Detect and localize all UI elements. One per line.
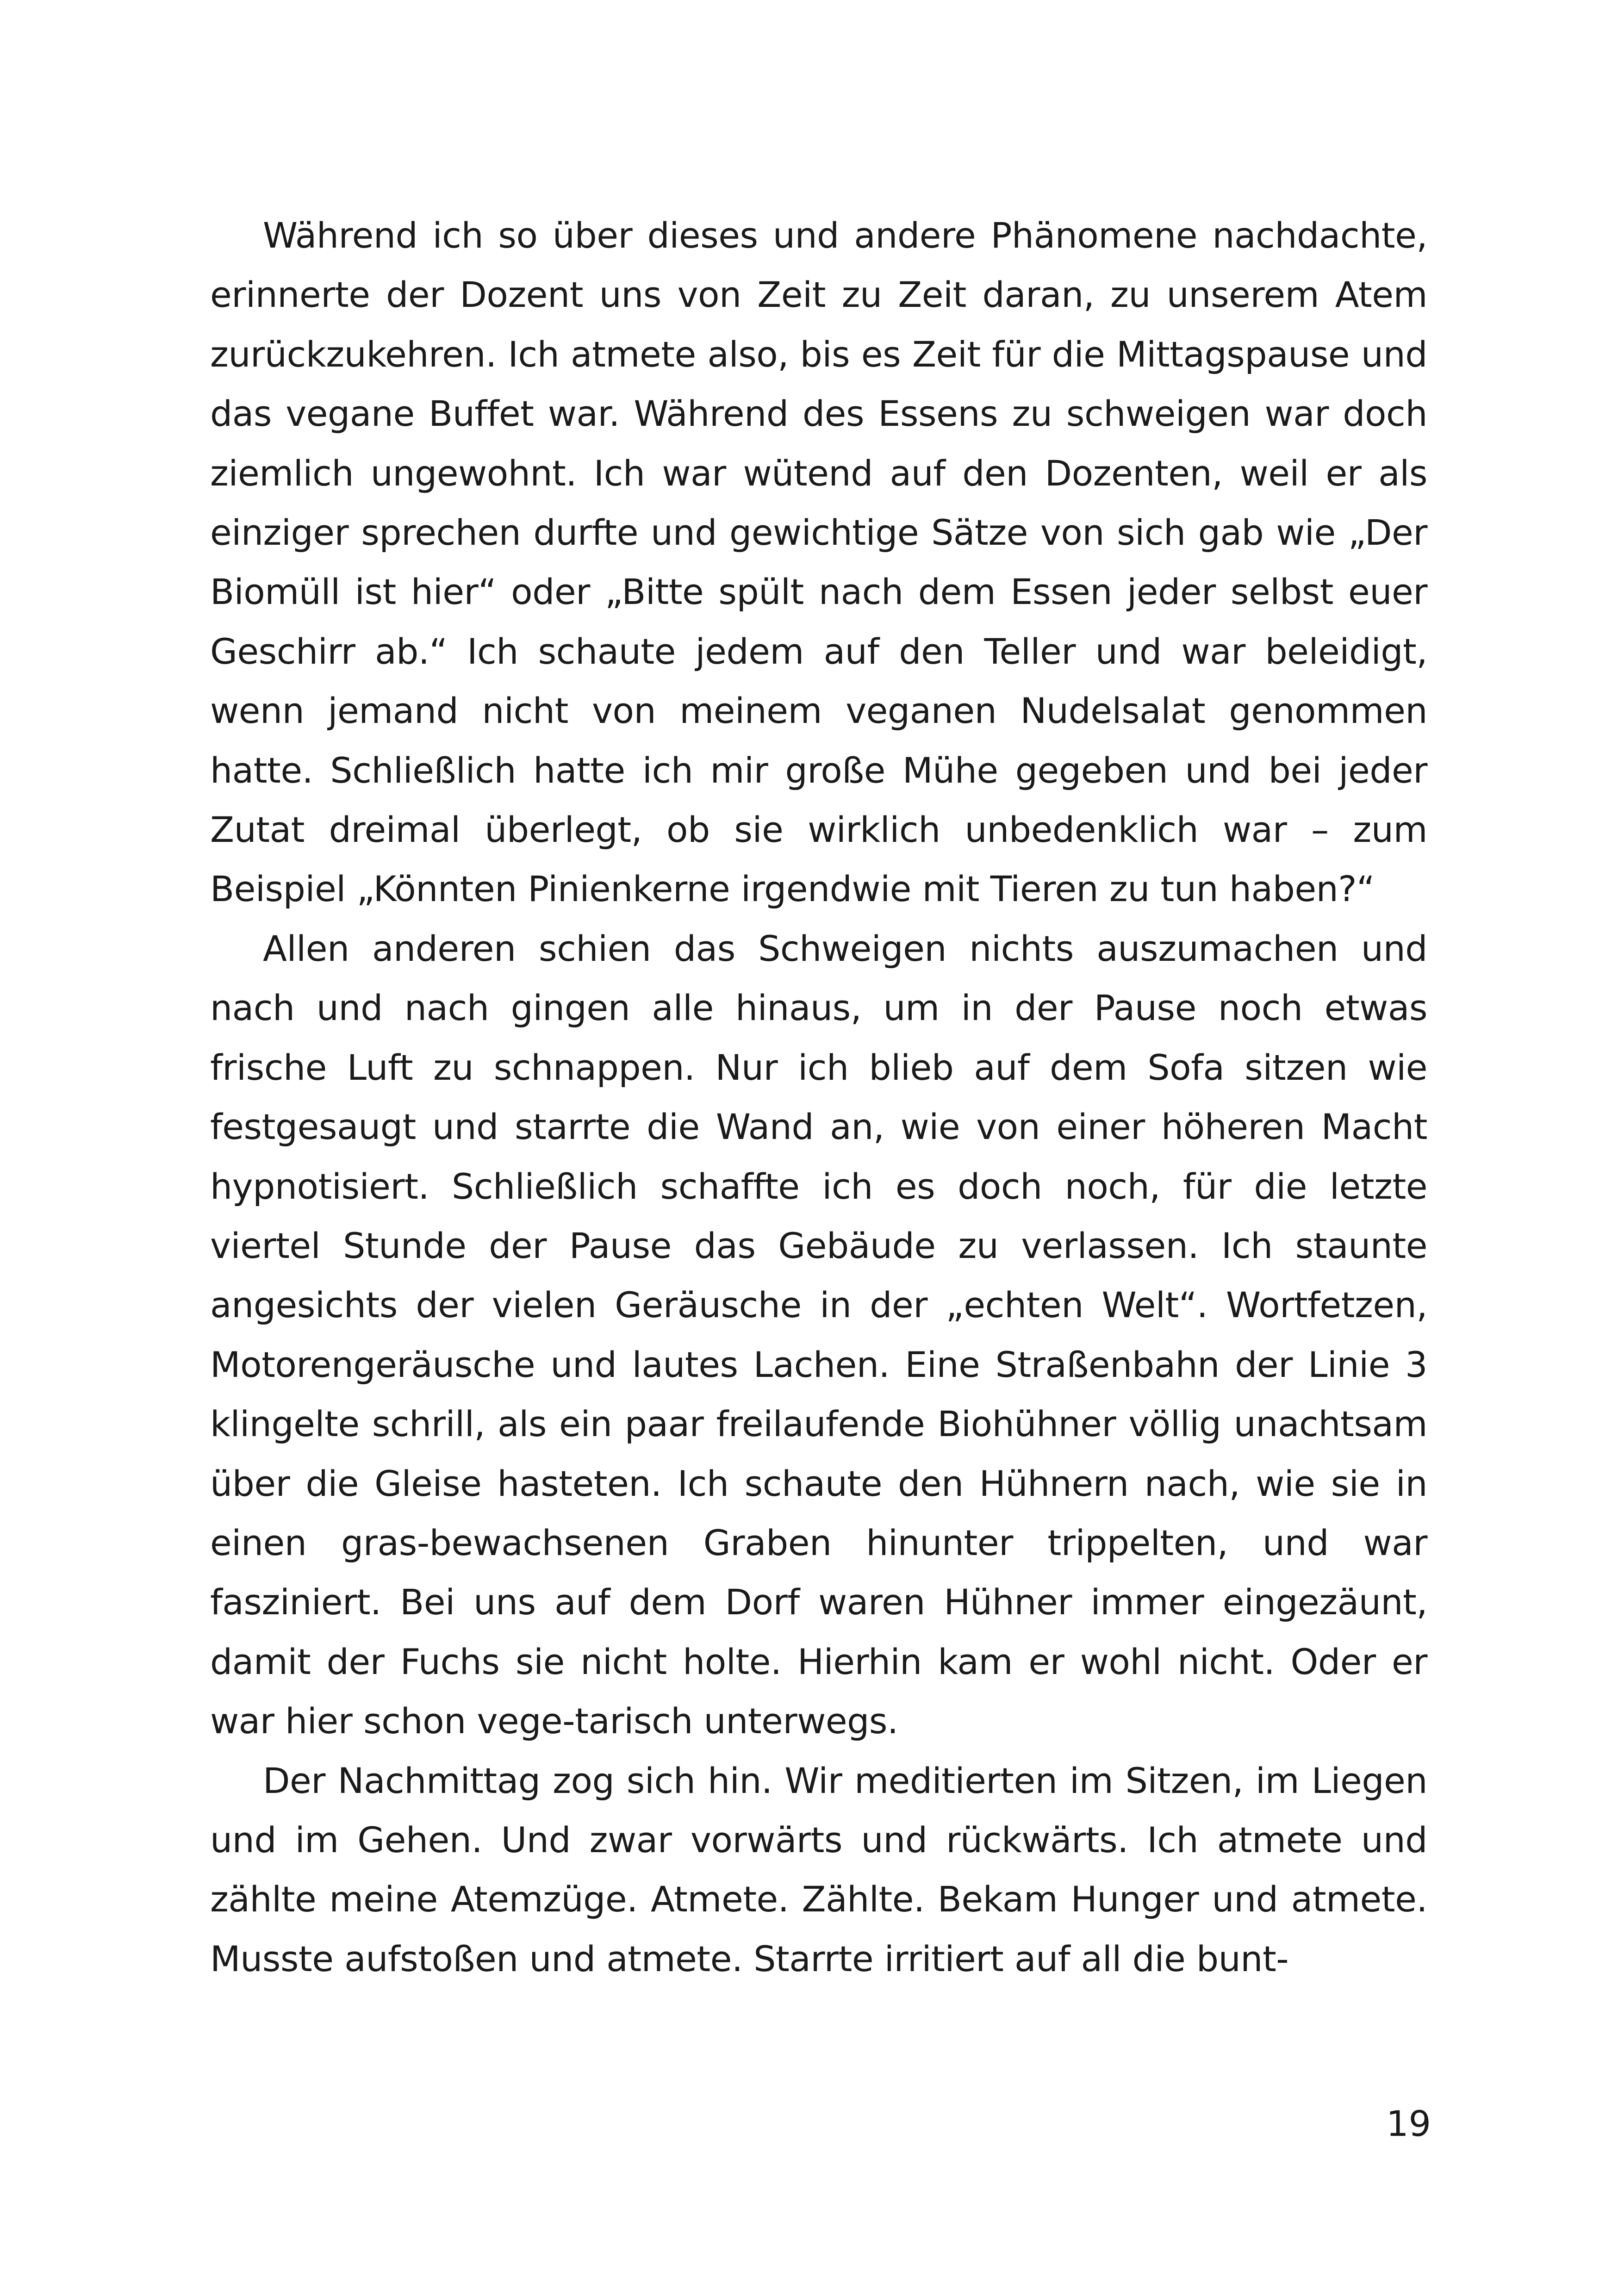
paragraph-3: Der Nachmittag zog sich hin. Wir meditierten im Sitzen, im Liegen und im Gehen. Und zwar vorwärts und rückwärts. Ich atmete und zählte meine Atemzüge. Atmete. Zählte. Bekam Hunger und atmete. Musste aufstoßen und atmete. Starrte irritiert auf all die bunt-	[210, 1760, 1427, 1979]
body-text	[210, 206, 1427, 1989]
paragraph-2: Allen anderen schien das Schweigen nichts auszumachen und nach und nach gingen alle hinaus, um in der Pause noch etwas frische Luft zu schnappen. Nur ich blieb auf dem Sofa sitzen wie festgesaugt und starrte die Wand an, wie von einer höheren Macht hypnotisiert. Schließlich schaffte ich es doch noch, für die letzte viertel Stunde der Pause das Gebäude zu verlassen. Ich staunte angesichts der vielen Geräusche in der „echten Welt“. Wortfetzen, Motorengeräusche und lautes Lachen. Eine Straßenbahn der Linie 3 klingelte schrill, als ein paar freilaufende Biohühner völlig unachtsam über die Gleise hasteten. Ich schaute den Hühnern nach, wie sie in einen gras-bewachsenen Graben hinunter trippelten, und war fasziniert. Bei uns auf dem Dorf waren Hühner immer eingezäunt, damit der Fuchs sie nicht holte. Hierhin kam er wohl nicht. Oder er war hier schon vege-tarisch unterwegs.	[210, 927, 1427, 1742]
page-number: 19	[1386, 2103, 1431, 2144]
paragraph-1: Während ich so über dieses und andere Phänomene nachdachte, erinnerte der Dozent uns von Zeit zu Zeit daran, zu unserem Atem zurückzukehren. Ich atmete also, bis es Zeit für die Mittagspause und das vegane Buffet war. Während des Essens zu schweigen war doch ziemlich ungewohnt. Ich war wütend auf den Dozenten, weil er als einziger sprechen durfte und gewichtige Sätze von sich gab wie „Der Biomüll ist hier“ oder „Bitte spült nach dem Essen jeder selbst euer Geschirr ab.“ Ich schaute jedem auf den Teller und war beleidigt, wenn jemand nicht von meinem veganen Nudelsalat genommen hatte. Schließlich hatte ich mir große Mühe gegeben und bei jeder Zutat dreimal überlegt, ob sie wirklich unbedenklich war – zum Beispiel „Könnten Pinienkerne irgendwie mit Tieren zu tun haben?“	[210, 215, 1427, 910]
